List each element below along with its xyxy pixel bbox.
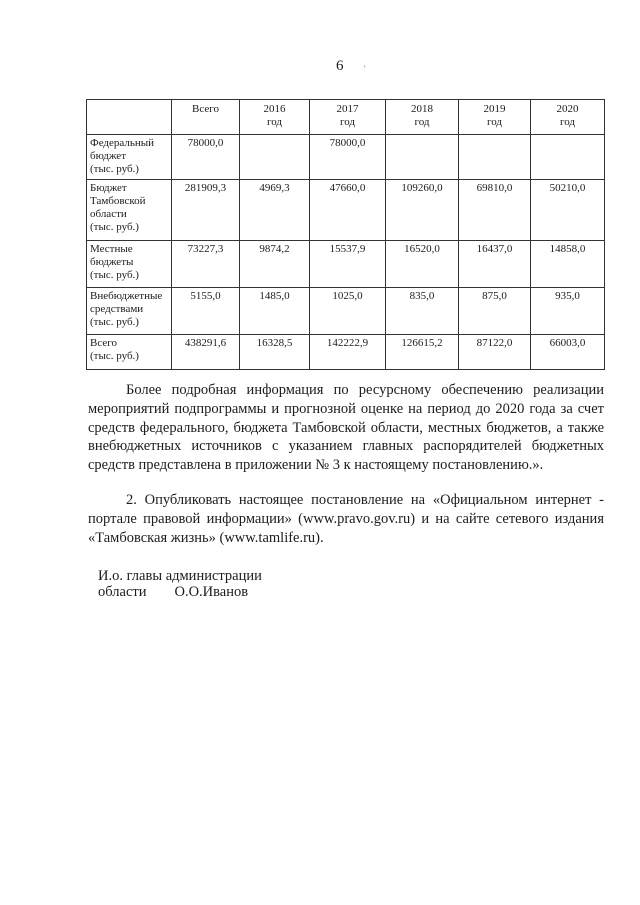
row-label-line: Местные bbox=[90, 243, 133, 255]
signature-title: И.о. главы администрации bbox=[98, 568, 262, 584]
column-header-line: год bbox=[414, 116, 430, 128]
signature-region: области bbox=[98, 584, 147, 600]
table-cell: 4969,3 bbox=[240, 180, 310, 241]
table-row bbox=[87, 135, 605, 180]
budget-table bbox=[86, 99, 605, 370]
table-cell: 935,0 bbox=[531, 288, 605, 335]
paragraph-publication: 2. Опубликовать настоящее постановление на «Официальном интернет - портале правовой информации» (www.pravo.gov.ru) и на сайте сетевого издания «Тамбовская жизнь» (www.tamlife.ru). bbox=[88, 492, 604, 546]
table-cell: 142222,9 bbox=[310, 335, 386, 370]
row-label-line: Всего bbox=[90, 337, 117, 349]
table-cell: 66003,0 bbox=[531, 335, 605, 370]
table-header bbox=[87, 100, 605, 135]
table-cell: 73227,3 bbox=[172, 241, 240, 288]
column-header bbox=[459, 100, 531, 135]
column-header-line: год bbox=[486, 116, 503, 128]
table-cell: 15537,9 bbox=[310, 241, 386, 288]
table-cell: 438291,6 bbox=[172, 335, 240, 370]
row-label bbox=[87, 241, 172, 288]
column-header-line: 2019 bbox=[483, 103, 506, 115]
signature-line bbox=[98, 584, 248, 601]
row-label-line: (тыс. руб.) bbox=[90, 163, 139, 175]
table-cell: 5155,0 bbox=[172, 288, 240, 335]
table-cell: 1485,0 bbox=[240, 288, 310, 335]
row-label-line: (тыс. руб.) bbox=[90, 316, 139, 328]
column-header bbox=[531, 100, 605, 135]
row-label-line: Федеральный bbox=[90, 137, 155, 149]
row-label-line: Бюджет bbox=[90, 182, 127, 194]
row-label-line: (тыс. руб.) bbox=[90, 221, 139, 233]
table-cell: 109260,0 bbox=[386, 180, 459, 241]
row-label bbox=[87, 135, 172, 180]
table-body bbox=[87, 135, 605, 370]
column-header-line: год bbox=[559, 116, 576, 128]
table-cell: 87122,0 bbox=[459, 335, 531, 370]
row-label-line: (тыс. руб.) bbox=[90, 350, 139, 362]
row-label bbox=[87, 180, 172, 241]
table-cell: 16437,0 bbox=[459, 241, 531, 288]
table-cell bbox=[459, 135, 531, 180]
row-label-line: бюджет bbox=[90, 150, 126, 162]
header-row bbox=[87, 100, 605, 135]
column-header bbox=[87, 100, 172, 135]
table-cell: 78000,0 bbox=[310, 135, 386, 180]
table-cell: 126615,2 bbox=[386, 335, 459, 370]
row-label-line: области bbox=[90, 208, 127, 220]
column-header bbox=[386, 100, 459, 135]
row-label-line: Внебюджетные bbox=[90, 290, 163, 302]
table-cell: 78000,0 bbox=[172, 135, 240, 180]
page-number: 6 bbox=[336, 58, 344, 74]
column-header-line: 2020 bbox=[556, 103, 579, 115]
table-cell: 835,0 bbox=[386, 288, 459, 335]
table-row bbox=[87, 335, 605, 370]
table-cell: 16328,5 bbox=[240, 335, 310, 370]
column-header-line: 2017 bbox=[336, 103, 359, 115]
table-row bbox=[87, 241, 605, 288]
table-cell: 14858,0 bbox=[531, 241, 605, 288]
column-header-line: год bbox=[339, 116, 356, 128]
column-header-line: 2018 bbox=[411, 103, 433, 115]
table-cell bbox=[240, 135, 310, 180]
table-cell: 1025,0 bbox=[310, 288, 386, 335]
signature-name: О.О.Иванов bbox=[174, 584, 249, 600]
table-cell bbox=[386, 135, 459, 180]
row-label-line: бюджеты bbox=[90, 256, 134, 268]
table-cell: 281909,3 bbox=[172, 180, 240, 241]
row-label-line: (тыс. руб.) bbox=[90, 269, 139, 281]
row-label bbox=[87, 335, 172, 370]
table-cell: 50210,0 bbox=[531, 180, 605, 241]
column-header bbox=[310, 100, 386, 135]
row-label-line: Тамбовской bbox=[90, 195, 146, 207]
page-number-mark: ' bbox=[364, 64, 366, 74]
column-header-line: Всего bbox=[192, 103, 219, 115]
row-label-line: средствами bbox=[90, 303, 144, 315]
column-header-line: год bbox=[266, 116, 283, 128]
paragraph-resource-info: Более подробная информация по ресурсному обеспечению реализации мероприятий подпрограммы и прогнозной оценке на период до 2020 года за счет средств федерального, бюджета Тамбовской области, местных бюджетов, а также внебюджетных источников с указанием главных распорядителей бюджетных средств представлена в приложении № 3 к настоящему постановлению.». bbox=[88, 382, 604, 474]
table-cell: 47660,0 bbox=[310, 180, 386, 241]
column-header bbox=[172, 100, 240, 135]
table-cell: 9874,2 bbox=[240, 241, 310, 288]
column-header-line: 2016 bbox=[263, 103, 286, 115]
table-row bbox=[87, 180, 605, 241]
table-row bbox=[87, 288, 605, 335]
row-label bbox=[87, 288, 172, 335]
column-header bbox=[240, 100, 310, 135]
table-cell: 875,0 bbox=[459, 288, 531, 335]
table-cell: 16520,0 bbox=[386, 241, 459, 288]
table-cell: 69810,0 bbox=[459, 180, 531, 241]
table-cell bbox=[531, 135, 605, 180]
